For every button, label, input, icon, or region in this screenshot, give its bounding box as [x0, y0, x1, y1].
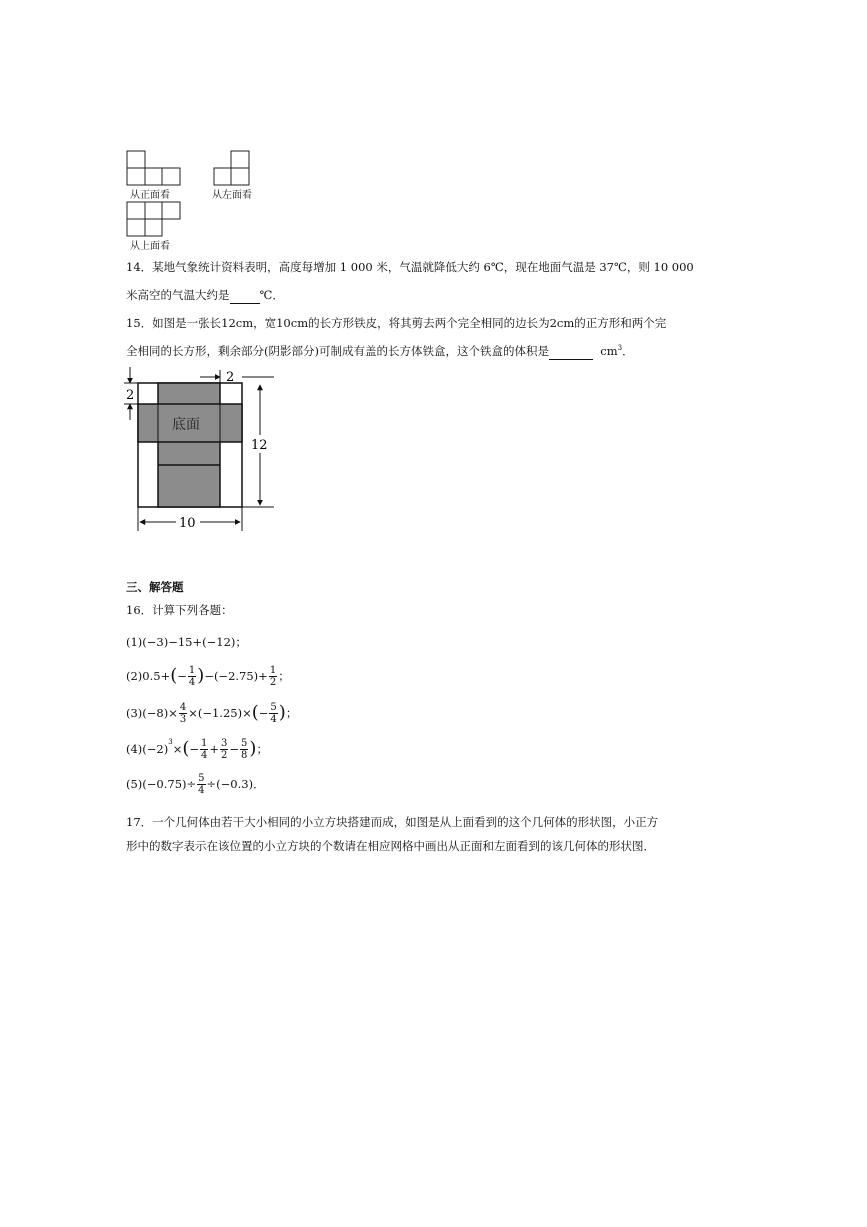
expression-2-part-b: −(−2.75)+	[204, 669, 268, 683]
expression-2: (2) 0.5+ ( − $\frac{1}{4}$ ) −(−2.75)+ $\frac{1}{2}$ ；	[126, 664, 290, 688]
expression-3-end: ；	[285, 706, 298, 720]
expression-4-times: ×	[172, 742, 183, 756]
expression-2-part-a: 0.5+	[142, 669, 171, 683]
fraction: $\frac{3}{2}$	[221, 737, 228, 761]
sheet-figure	[120, 365, 280, 535]
paren-close: )	[197, 665, 205, 686]
expression-4-part-a: (−2)	[142, 742, 169, 756]
expression-3-part-a: (−8)×	[142, 706, 178, 720]
paren-close: )	[278, 702, 286, 723]
question-15-number: 15．	[126, 316, 153, 330]
question-15-unit-sup: 3	[617, 344, 623, 352]
paren-open: (	[251, 702, 259, 723]
question-15-end: ．	[622, 343, 634, 358]
left-view-figure	[213, 150, 251, 186]
fraction: $\frac{5}{8}$	[241, 737, 248, 761]
fraction: $\frac{5}{4}$	[198, 772, 205, 796]
question-15-text-2: 全相同的长方形，剩余部分(阴影部分)可制成有盖的长方体铁盒，这个铁盒的体积是	[126, 343, 549, 358]
left-view-caption: 从左面看	[212, 190, 252, 201]
question-15-line-2	[126, 340, 634, 360]
paren-close: )	[249, 738, 257, 759]
question-15-text: 如图是一张长12cm，宽10cm的长方形铁皮，将其剪去两个完全相同的边长为2cm的正方形和两个完	[152, 316, 667, 330]
fraction: $\frac{1}{4}$	[188, 664, 196, 688]
dim-bottom-label: 10	[179, 516, 196, 531]
base-face-label: 底面	[172, 417, 200, 433]
dim-top-label: 2	[226, 370, 235, 385]
expression-5-part-b: ÷(−0.3)	[206, 777, 254, 791]
paren-open: (	[170, 665, 178, 686]
expression-5-end: ．	[253, 777, 265, 791]
question-16-prompt: 16．计算下列各题：	[126, 603, 233, 617]
dim-right-label: 12	[251, 438, 268, 453]
question-14-number: 14．	[126, 260, 153, 274]
expression-1	[126, 632, 247, 652]
expression-3-part-b: ×(−1.25)×	[188, 706, 252, 720]
fraction: $\frac{5}{4}$	[270, 701, 277, 725]
expression-2-end: ；	[278, 669, 290, 683]
question-14-text-2: 米高空的气温大约是	[126, 288, 230, 302]
answer-blank-15[interactable]	[549, 343, 593, 360]
shaded-middle	[158, 383, 220, 507]
dim-left-label: 2	[126, 388, 135, 403]
question-14-line-1	[126, 259, 694, 275]
expression-4-label: (4)	[126, 742, 143, 756]
expression-5-part-a: (−0.75)÷	[142, 777, 197, 791]
fraction: $\frac{1}{2}$	[269, 664, 277, 688]
top-view-figure	[126, 201, 182, 237]
front-view-caption: 从正面看	[130, 190, 170, 201]
expression-3-label: (3)	[126, 706, 143, 720]
question-14-line-2	[126, 287, 284, 304]
expression-4: (4) (−2) $^3$ × ( − $\frac{1}{4}$ + $\frac{3}{2}$ − $\frac{5}{8}$ ) ；	[126, 737, 268, 761]
front-view-figure	[126, 150, 182, 186]
section-heading: 三、解答题	[126, 580, 184, 594]
top-view-caption: 从上面看	[130, 241, 170, 252]
expression-4-exponent: 3	[168, 738, 173, 746]
expression-1-label: (1)	[126, 635, 143, 649]
question-15-line-1	[126, 315, 666, 331]
expression-5	[126, 770, 265, 798]
fraction: $\frac{4}{3}$	[179, 701, 187, 725]
question-14-text: 某地气象统计资料表明，高度每增加 1 000 米，气温就降低大约 6℃，现在地面气温是 37℃，则 10 000	[152, 260, 694, 274]
question-17-line-1: 17．一个几何体由若干大小相同的小立方块搭建而成，如图是从上面看到的这个几何体的形状图，小正方	[126, 815, 659, 829]
expression-4-end: ；	[256, 742, 268, 756]
paren-open: (	[182, 738, 190, 759]
answer-blank-14[interactable]	[230, 287, 260, 304]
expression-5-label: (5)	[126, 777, 143, 791]
question-15-unit: cm	[600, 343, 618, 358]
fraction: $\frac{1}{4}$	[201, 737, 208, 761]
expression-2-label: (2)	[126, 669, 143, 683]
question-17-line-2: 形中的数字表示在该位置的小立方块的个数请在相应网格中画出从正面和左面看到的该几何体的形状图．	[126, 839, 655, 853]
expression-3: (3) (−8)× $\frac{4}{3}$ ×(−1.25)× ( − $\frac{5}{4}$ ) ；	[126, 701, 298, 725]
expression-1-body: (−3)−15+(−12)；	[142, 635, 247, 649]
question-14-unit: ℃．	[259, 288, 284, 302]
